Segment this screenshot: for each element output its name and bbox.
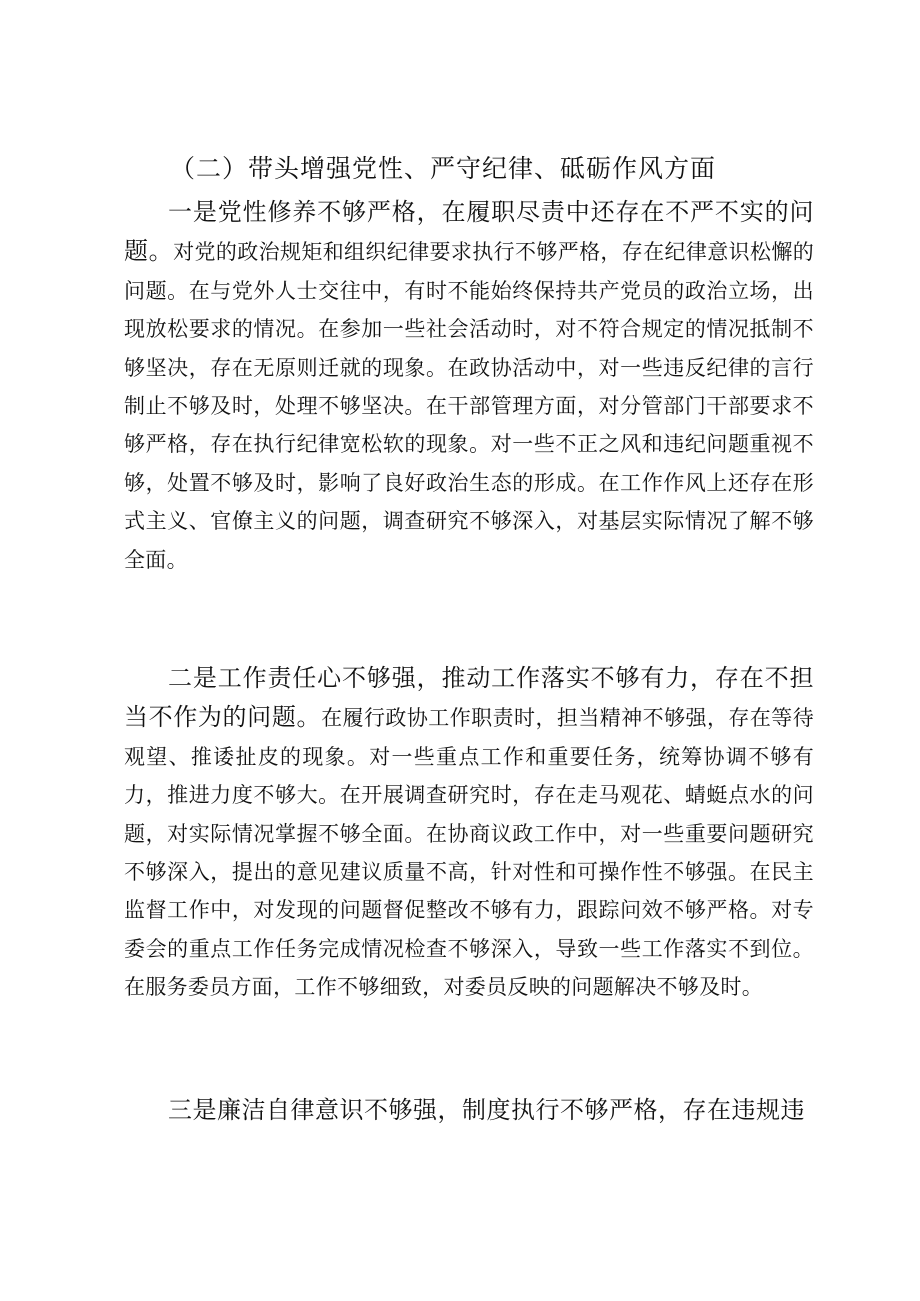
paragraph-2-lead: 二是工作责任心不够强，推动工作落实不够有力，存在不担当不作为的问题。 <box>124 664 814 732</box>
paragraph-3-lead: 三是廉洁自律意识不够强，制度执行不够严格，存在违规违 <box>168 1096 805 1124</box>
paragraph-1-lead: 一是党性修养不够严格，在履职尽责中还存在不严不实的问题。 <box>124 198 814 266</box>
section-heading: （二）带头增强党性、严守纪律、砥砺作风方面 <box>170 154 717 183</box>
paragraph-1 <box>124 193 814 579</box>
paragraph-3 <box>124 1091 814 1130</box>
paragraph-1-body: 对党的政治规矩和组织纪律要求执行不够严格，存在纪律意识松懈的问题。在与党外人士交往中，有时不能始终保持共产党员的政治立场，出现放松要求的情况。在参加一些社会活动时，对不符合规定的情况抵制不够坚决，存在无原则迁就的现象。在政协活动中，对一些违反纪律的言行制止不够及时，处理不够坚决。在干部管理方面，对分管部门干部要求不够严格，存在执行纪律宽松软的现象。对一些不正之风和违纪问题重视不够，处置不够及时，影响了良好政治生态的形成。在工作作风上还存在形式主义、官僚主义的问题，调查研究不够深入，对基层实际情况了解不够全面。 <box>124 240 815 572</box>
paragraph-2 <box>124 659 814 1007</box>
paragraph-2-body: 在履行政协工作职责时，担当精神不够强，存在等待观望、推诿扯皮的现象。对一些重点工作和重要任务，统筹协调不够有力，推进力度不够大。在开展调查研究时，存在走马观花、蜻蜓点水的问题，对实际情况掌握不够全面。在协商议政工作中，对一些重要问题研究不够深入，提出的意见建议质量不高，针对性和可操作性不够强。在民主监督工作中，对发现的问题督促整改不够有力，跟踪问效不够严格。对专委会的重点工作任务完成情况检查不够深入，导致一些工作落实不到位。在服务委员方面，工作不够细致，对委员反映的问题解决不够及时。 <box>124 706 814 1000</box>
